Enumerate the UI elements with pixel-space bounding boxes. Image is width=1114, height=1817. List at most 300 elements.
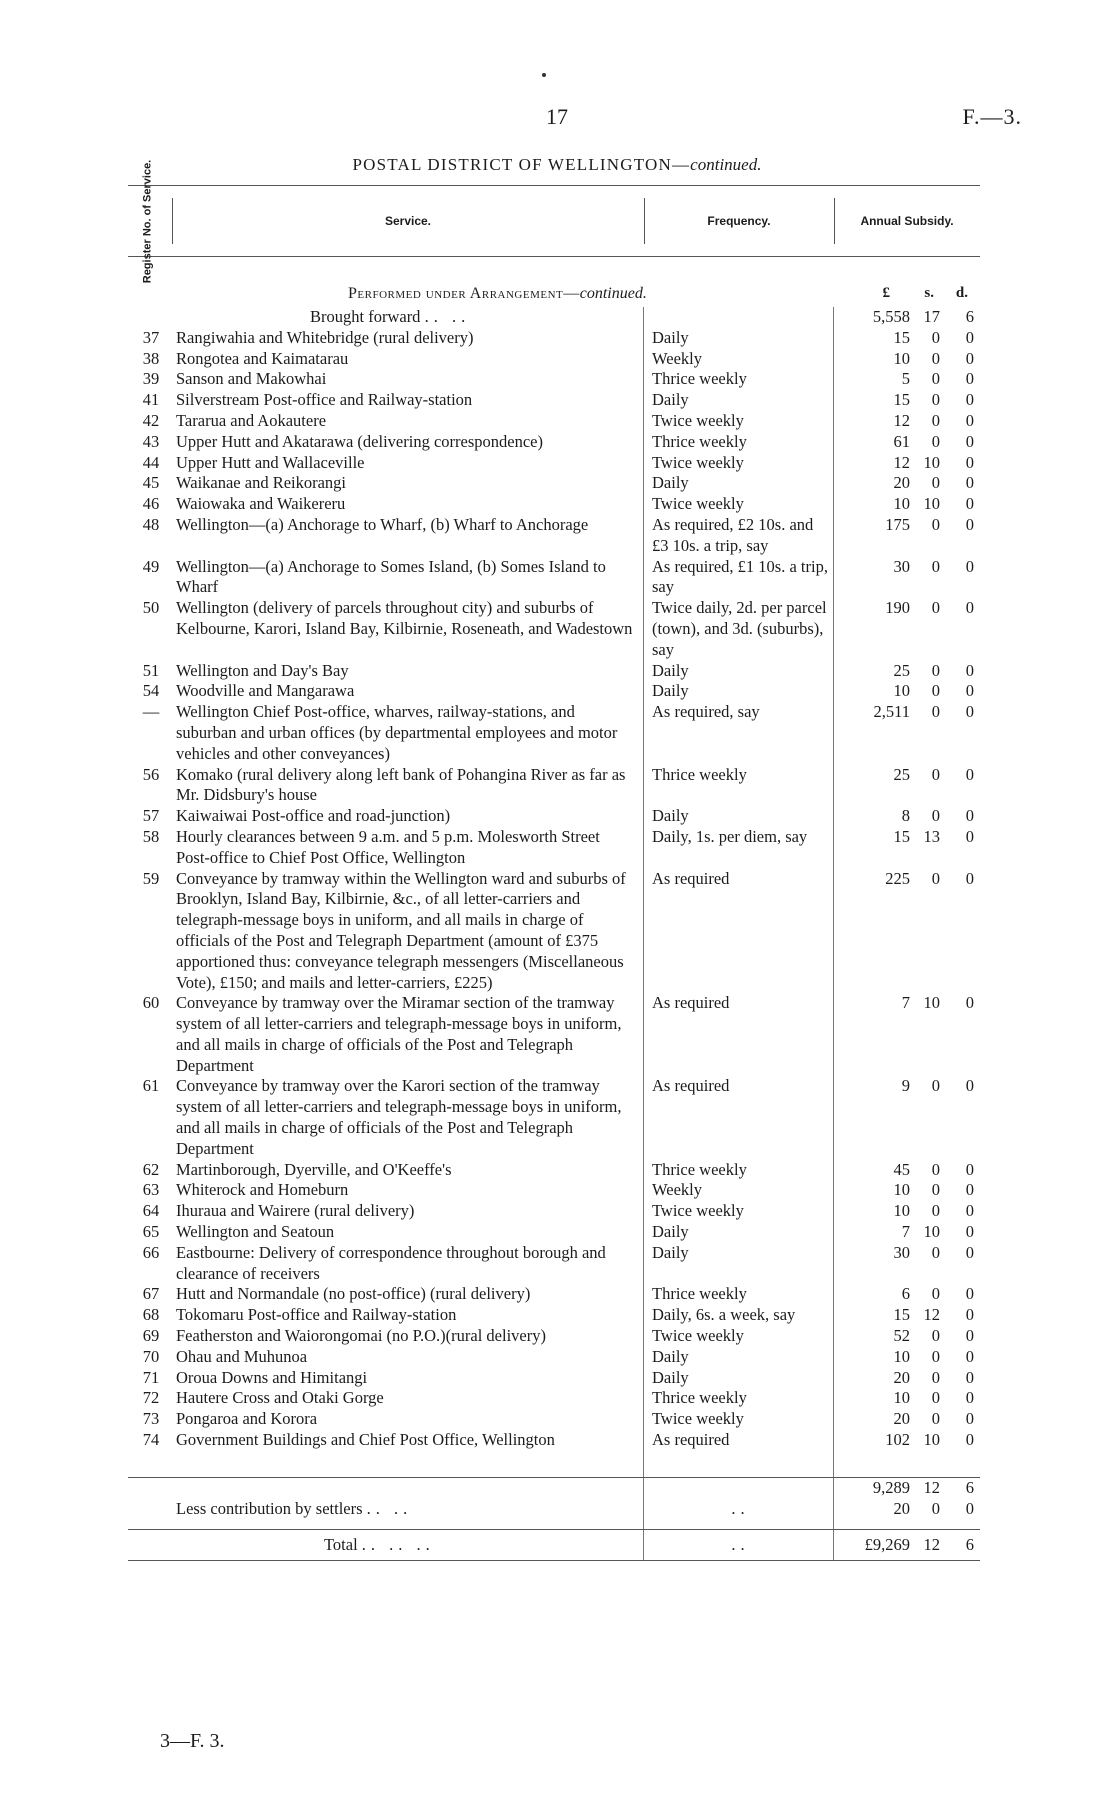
service-frequency: Daily, 6s. a week, say: [644, 1305, 834, 1326]
amount-pounds: 10: [893, 1346, 910, 1366]
amount-pounds: 15: [893, 826, 910, 846]
service-row: [128, 515, 980, 557]
service-frequency: Twice weekly: [644, 1409, 834, 1430]
service-frequency: Daily: [644, 661, 834, 682]
service-description: Waiowaka and Waikereru: [174, 494, 644, 515]
service-row: [128, 869, 980, 994]
annual-subsidy: [834, 1243, 980, 1285]
amount-shillings: 0: [931, 1388, 940, 1408]
register-number: 51: [142, 660, 160, 680]
register-number: 66: [142, 1242, 160, 1262]
amount-pence: 0: [965, 598, 974, 618]
service-description: Upper Hutt and Wallaceville: [174, 453, 644, 474]
service-frequency: As required, say: [644, 702, 834, 764]
amount-shillings: 0: [931, 390, 940, 410]
service-frequency: Daily: [644, 473, 834, 494]
amount-pounds: 190: [885, 598, 910, 618]
total-label: Total: [324, 1535, 358, 1555]
annual-subsidy: [834, 1076, 980, 1159]
register-number: 59: [142, 868, 160, 888]
amount-shillings: 0: [931, 1346, 940, 1366]
amount-shillings: 0: [931, 1180, 940, 1200]
amount-pence: 0: [965, 494, 974, 514]
amount-shillings: 0: [931, 598, 940, 618]
service-row: [128, 453, 980, 474]
register-number: 45: [142, 473, 160, 493]
service-frequency: Daily: [644, 1222, 834, 1243]
service-row: [128, 494, 980, 515]
service-description: Tararua and Aokautere: [174, 411, 644, 432]
service-row: [128, 349, 980, 370]
amount-pence: 0: [965, 1367, 974, 1387]
amount-pence: 0: [965, 868, 974, 888]
amount-shillings: 0: [931, 1326, 940, 1346]
amount-shillings: 0: [931, 806, 940, 826]
annual-subsidy: [834, 1201, 980, 1222]
amount-shillings: 0: [931, 556, 940, 576]
register-number: 67: [142, 1284, 160, 1304]
annual-subsidy: [834, 432, 980, 453]
amount-pence: 0: [965, 410, 974, 430]
amount-shillings: 0: [931, 1076, 940, 1096]
amount-pounds: 30: [893, 556, 910, 576]
register-number: 60: [142, 993, 160, 1013]
amount-shillings: 0: [931, 1159, 940, 1179]
section-heading: [128, 285, 980, 307]
frequency-column-header: Frequency.: [707, 214, 771, 228]
register-number: 44: [142, 452, 160, 472]
service-frequency: As required: [644, 1430, 834, 1451]
service-frequency: Thrice weekly: [644, 1284, 834, 1305]
register-number: 54: [142, 681, 160, 701]
service-frequency: Daily: [644, 328, 834, 349]
annual-subsidy: [834, 369, 980, 390]
service-frequency: Daily: [644, 1368, 834, 1389]
amount-pence: 0: [965, 764, 974, 784]
amount-pence: 0: [965, 1326, 974, 1346]
amount-pounds: 20: [893, 473, 910, 493]
service-description: Silverstream Post-office and Railway-station: [174, 390, 644, 411]
amount-shillings: 0: [931, 410, 940, 430]
amount-pounds: 10: [893, 1388, 910, 1408]
register-number: —: [142, 702, 160, 722]
amount-pence: 0: [965, 1409, 974, 1429]
service-row: [128, 661, 980, 682]
amount-pence: 0: [965, 1076, 974, 1096]
amount-pounds: 225: [885, 868, 910, 888]
amount-pence: 0: [965, 473, 974, 493]
service-frequency: Weekly: [644, 1180, 834, 1201]
service-description: Oroua Downs and Himitangi: [174, 1368, 644, 1389]
service-description: Hourly clearances between 9 a.m. and 5 p.m. Molesworth Street Post-office to Chief Post Office, Wellington: [174, 827, 644, 869]
service-description: Conveyance by tramway over the Karori section of the tramway system of all letter-carriers and telegraph-message boys in uniform, and all mails in charge of officials of the Post and Telegraph Department: [174, 1076, 644, 1159]
spacer-row: [128, 1519, 980, 1529]
service-frequency: As required: [644, 993, 834, 1076]
service-frequency: Twice weekly: [644, 411, 834, 432]
service-frequency: Thrice weekly: [644, 432, 834, 453]
annual-subsidy: [834, 1368, 980, 1389]
document-reference: F.—3.: [962, 104, 1022, 129]
service-row: [128, 1201, 980, 1222]
amount-pounds: 10: [893, 1201, 910, 1221]
service-row: [128, 1243, 980, 1285]
amount-shillings: 13: [923, 826, 940, 846]
annual-subsidy: [834, 1430, 980, 1451]
amount-shillings: 0: [931, 764, 940, 784]
register-number: 72: [142, 1388, 160, 1408]
service-description: Ohau and Muhunoa: [174, 1347, 644, 1368]
spacer-row: [128, 1451, 980, 1477]
register-number: 50: [142, 598, 160, 618]
service-row: [128, 1180, 980, 1201]
service-description: Tokomaru Post-office and Railway-station: [174, 1305, 644, 1326]
amount-shillings: 0: [931, 348, 940, 368]
amount-pence: 0: [965, 702, 974, 722]
register-number: 43: [142, 431, 160, 451]
section-title: Performed under Arrangement—continued.: [348, 285, 647, 302]
register-number: 61: [142, 1076, 160, 1096]
annual-subsidy: [834, 1284, 980, 1305]
service-row: [128, 328, 980, 349]
service-frequency: As required, £2 10s. and £3 10s. a trip, say: [644, 515, 834, 557]
pence-unit-label: d.: [955, 285, 968, 301]
annual-subsidy: [834, 661, 980, 682]
service-frequency: As required: [644, 1076, 834, 1159]
amount-pounds: 2,511: [873, 702, 910, 722]
amount-pounds: 61: [893, 431, 910, 451]
service-rows: [128, 328, 980, 1451]
page-number: 17: [546, 104, 568, 129]
total-pounds: £9,269: [864, 1535, 910, 1555]
amount-pence: 0: [965, 1242, 974, 1262]
service-frequency: Twice weekly: [644, 494, 834, 515]
service-row: [128, 598, 980, 660]
service-column-header: Service.: [384, 214, 432, 228]
amount-shillings: 0: [931, 473, 940, 493]
annual-subsidy: [834, 453, 980, 474]
amount-shillings: 0: [931, 514, 940, 534]
amount-pounds: 20: [893, 1409, 910, 1429]
amount-shillings: 10: [923, 494, 940, 514]
service-row: [128, 702, 980, 764]
annual-subsidy: [834, 827, 980, 869]
contribution-pounds: 20: [893, 1498, 910, 1518]
annual-subsidy: [834, 681, 980, 702]
annual-subsidy: [834, 515, 980, 557]
amount-pounds: 10: [893, 681, 910, 701]
annual-subsidy: [834, 993, 980, 1076]
register-number: 65: [142, 1222, 160, 1242]
service-row: [128, 1076, 980, 1159]
service-frequency: Thrice weekly: [644, 369, 834, 390]
service-description: Wellington (delivery of parcels throughout city) and suburbs of Kelbourne, Karori, Island Bay, Kilbirnie, Roseneath, and Wadestown: [174, 598, 644, 660]
register-number: 49: [142, 556, 160, 576]
amount-pence: 0: [965, 1201, 974, 1221]
register-number: 56: [142, 764, 160, 784]
amount-shillings: 0: [931, 369, 940, 389]
register-number: 70: [142, 1346, 160, 1366]
amount-pence: 0: [965, 681, 974, 701]
service-frequency: Daily: [644, 390, 834, 411]
total-pence: 6: [965, 1535, 974, 1555]
service-frequency: Thrice weekly: [644, 1388, 834, 1409]
subtotal-pounds: 9,289: [872, 1477, 910, 1497]
register-number: 39: [142, 369, 160, 389]
amount-pounds: 6: [901, 1284, 910, 1304]
amount-pence: 0: [965, 826, 974, 846]
amount-shillings: 0: [931, 1367, 940, 1387]
amount-pence: 6: [965, 307, 974, 326]
amount-pounds: 12: [893, 452, 910, 472]
amount-pence: 0: [965, 431, 974, 451]
service-description: Martinborough, Dyerville, and O'Keeffe's: [174, 1160, 644, 1181]
service-row: [128, 390, 980, 411]
amount-pounds: 15: [893, 327, 910, 347]
district-title: [0, 155, 1114, 175]
annual-subsidy: [834, 494, 980, 515]
service-frequency: Daily, 1s. per diem, say: [644, 827, 834, 869]
register-number: 69: [142, 1326, 160, 1346]
service-row: [128, 681, 980, 702]
shillings-unit-label: s.: [924, 285, 934, 301]
amount-pence: 0: [965, 1180, 974, 1200]
service-row: [128, 993, 980, 1076]
service-frequency: Daily: [644, 806, 834, 827]
register-number: 37: [142, 327, 160, 347]
amount-shillings: 12: [923, 1305, 940, 1325]
service-row: [128, 1326, 980, 1347]
service-frequency: Thrice weekly: [644, 1160, 834, 1181]
register-number: 64: [142, 1201, 160, 1221]
annual-subsidy: [834, 411, 980, 432]
amount-shillings: 0: [931, 327, 940, 347]
amount-shillings: 0: [931, 1284, 940, 1304]
total-shillings: 12: [923, 1535, 940, 1555]
register-number: 74: [142, 1430, 160, 1450]
annual-subsidy: [834, 390, 980, 411]
amount-shillings: 10: [923, 1430, 940, 1450]
less-contribution-label: Less contribution by settlers: [176, 1498, 363, 1518]
amount-pounds: 52: [893, 1326, 910, 1346]
register-number: 73: [142, 1409, 160, 1429]
amount-pence: 0: [965, 514, 974, 534]
subtotal-row: [128, 1477, 980, 1499]
service-row: [128, 557, 980, 599]
contribution-pence: 0: [965, 1498, 974, 1518]
amount-pounds: 8: [901, 806, 910, 826]
subtotal-pence: 6: [965, 1477, 974, 1497]
service-row: [128, 411, 980, 432]
service-description: Wellington—(a) Anchorage to Wharf, (b) Wharf to Anchorage: [174, 515, 644, 557]
amount-pounds: 5: [901, 369, 910, 389]
register-number: 41: [142, 390, 160, 410]
service-description: Wellington and Day's Bay: [174, 661, 644, 682]
register-number: 57: [142, 806, 160, 826]
service-description: Wellington—(a) Anchorage to Somes Island, (b) Somes Island to Wharf: [174, 557, 644, 599]
service-description: Upper Hutt and Akatarawa (delivering correspondence): [174, 432, 644, 453]
service-description: Pongaroa and Korora: [174, 1409, 644, 1430]
contribution-shillings: 0: [931, 1498, 940, 1518]
service-row: [128, 1409, 980, 1430]
amount-shillings: 10: [923, 452, 940, 472]
register-number: 48: [142, 514, 160, 534]
amount-pence: 0: [965, 1222, 974, 1242]
register-number: 68: [142, 1305, 160, 1325]
amount-pounds: 175: [885, 514, 910, 534]
service-row: [128, 432, 980, 453]
amount-pounds: 15: [893, 390, 910, 410]
amount-shillings: 17: [923, 307, 940, 326]
service-row: [128, 1160, 980, 1181]
amount-pounds: 15: [893, 1305, 910, 1325]
service-row: [128, 1347, 980, 1368]
annual-subsidy: [834, 806, 980, 827]
amount-shillings: 0: [931, 431, 940, 451]
amount-pence: 0: [965, 556, 974, 576]
amount-pounds: 7: [901, 1222, 910, 1242]
amount-pence: 0: [965, 1430, 974, 1450]
less-contribution-row: Less contribution by settlers .. .. .. 20 0 0: [128, 1499, 980, 1520]
amount-pounds: 30: [893, 1242, 910, 1262]
register-number: 46: [142, 494, 160, 514]
register-column-header: Register No. of Service.: [141, 159, 154, 283]
amount-pence: 0: [965, 993, 974, 1013]
service-description: Featherston and Waiorongomai (no P.O.)(rural delivery): [174, 1326, 644, 1347]
annual-subsidy: [834, 349, 980, 370]
service-description: Rangiwahia and Whitebridge (rural delivery): [174, 328, 644, 349]
service-frequency: Weekly: [644, 349, 834, 370]
amount-pounds: 10: [893, 494, 910, 514]
amount-pence: 0: [965, 1346, 974, 1366]
amount-shillings: 0: [931, 868, 940, 888]
amount-shillings: 0: [931, 1242, 940, 1262]
service-description: Conveyance by tramway over the Miramar section of the tramway system of all letter-carriers and telegraph-message boys in uniform, and all mails in charge of officials of the Post and Telegraph Department: [174, 993, 644, 1076]
amount-shillings: 10: [923, 1222, 940, 1242]
annual-subsidy: [834, 473, 980, 494]
service-description: Ihuraua and Wairere (rural delivery): [174, 1201, 644, 1222]
annual-subsidy: [834, 1388, 980, 1409]
amount-pence: 0: [965, 452, 974, 472]
service-frequency: Daily: [644, 1347, 834, 1368]
amount-pence: 0: [965, 369, 974, 389]
amount-pounds: 20: [893, 1367, 910, 1387]
annual-subsidy: [834, 869, 980, 994]
amount-shillings: 10: [923, 993, 940, 1013]
service-description: Government Buildings and Chief Post Office, Wellington: [174, 1430, 644, 1451]
district-title-main: POSTAL DISTRICT OF WELLINGTON—: [352, 155, 691, 174]
service-frequency: Daily: [644, 681, 834, 702]
register-number: 42: [142, 410, 160, 430]
service-row: [128, 1430, 980, 1451]
service-description: Wellington Chief Post-office, wharves, railway-stations, and suburban and urban offices (by departmental employees and motor vehicles and other conveyances): [174, 702, 644, 764]
amount-pence: 0: [965, 660, 974, 680]
amount-pence: 0: [965, 1159, 974, 1179]
amount-pence: 0: [965, 1284, 974, 1304]
amount-shillings: 0: [931, 660, 940, 680]
annual-subsidy: [834, 598, 980, 660]
service-row: [128, 827, 980, 869]
service-description: Komako (rural delivery along left bank of Pohangina River as far as Mr. Didsbury's house: [174, 765, 644, 807]
annual-subsidy: [834, 1180, 980, 1201]
annual-subsidy: [834, 1305, 980, 1326]
service-frequency: Daily: [644, 1243, 834, 1285]
amount-pence: 0: [965, 1305, 974, 1325]
register-number: 62: [142, 1159, 160, 1179]
amount-shillings: 0: [931, 681, 940, 701]
amount-pence: 0: [965, 327, 974, 347]
print-mark: [542, 73, 546, 77]
amount-pounds: 5,558: [872, 307, 910, 326]
amount-pounds: 10: [893, 1180, 910, 1200]
annual-subsidy: [834, 1409, 980, 1430]
register-number: 63: [142, 1180, 160, 1200]
amount-pounds: 12: [893, 410, 910, 430]
service-frequency: As required: [644, 869, 834, 994]
service-row: [128, 1284, 980, 1305]
service-description: Hutt and Normandale (no post-office) (rural delivery): [174, 1284, 644, 1305]
amount-pounds: 45: [893, 1159, 910, 1179]
service-description: Rongotea and Kaimatarau: [174, 349, 644, 370]
amount-pounds: 102: [885, 1430, 910, 1450]
annual-subsidy: [834, 1326, 980, 1347]
service-description: Wellington and Seatoun: [174, 1222, 644, 1243]
amount-shillings: 0: [931, 1201, 940, 1221]
service-row: [128, 806, 980, 827]
district-title-continued: continued.: [690, 155, 762, 174]
service-row: [128, 473, 980, 494]
service-frequency: Thrice weekly: [644, 765, 834, 807]
annual-subsidy: [834, 1160, 980, 1181]
sheet-reference: 3—F. 3.: [160, 1730, 225, 1752]
service-row: [128, 765, 980, 807]
service-frequency: As required, £1 10s. a trip, say: [644, 557, 834, 599]
total-row: Total .. .. .. .. £9,269 12 6: [128, 1529, 980, 1561]
annual-subsidy: [834, 702, 980, 764]
service-row: [128, 1388, 980, 1409]
service-row: [128, 1222, 980, 1243]
service-description: Sanson and Makowhai: [174, 369, 644, 390]
annual-subsidy: [834, 557, 980, 599]
service-row: [128, 369, 980, 390]
service-description: Hautere Cross and Otaki Gorge: [174, 1388, 644, 1409]
annual-subsidy: [834, 328, 980, 349]
annual-subsidy: [834, 1347, 980, 1368]
amount-pounds: 25: [893, 764, 910, 784]
service-frequency: Twice weekly: [644, 1326, 834, 1347]
service-row: [128, 1368, 980, 1389]
annual-subsidy: [834, 765, 980, 807]
register-number: 71: [142, 1367, 160, 1387]
amount-shillings: 0: [931, 702, 940, 722]
amount-pence: 0: [965, 348, 974, 368]
amount-pounds: 9: [901, 1076, 910, 1096]
amount-pounds: 25: [893, 660, 910, 680]
register-number: 38: [142, 348, 160, 368]
brought-forward-row: Brought forward .. .. 5,558 17 6: [128, 307, 980, 328]
service-frequency: Twice weekly: [644, 1201, 834, 1222]
subtotal-shillings: 12: [923, 1477, 940, 1497]
subsidy-column-header: Annual Subsidy.: [860, 214, 954, 228]
amount-pence: 0: [965, 390, 974, 410]
service-description: Whiterock and Homeburn: [174, 1180, 644, 1201]
service-row: [128, 1305, 980, 1326]
service-description: Woodville and Mangarawa: [174, 681, 644, 702]
service-frequency: Twice weekly: [644, 453, 834, 474]
service-description: Conveyance by tramway within the Wellington ward and suburbs of Brooklyn, Island Bay, Kilbirnie, &c., of all letter-carriers and telegraph-message boys in uniform, and all mails in charge of officials of the Post and Telegraph Department (amount of £375 apportioned thus: conveyance telegraph messengers (Miscellaneous Vote), £150; and mails and letter-carriers, £225): [174, 869, 644, 994]
amount-pence: 0: [965, 806, 974, 826]
amount-pounds: 10: [893, 348, 910, 368]
pounds-unit-label: £: [882, 285, 890, 301]
